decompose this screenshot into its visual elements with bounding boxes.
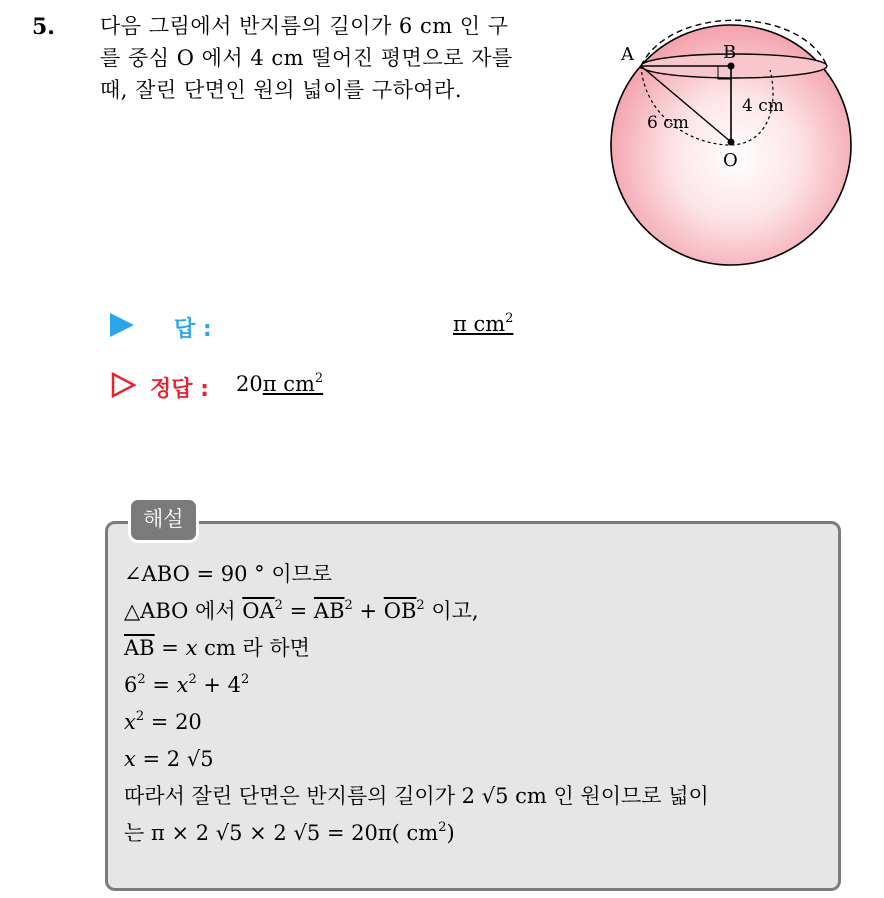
solution-line-3: $\overline{AB} = x$ cm 라 하면 <box>124 636 310 660</box>
point-B <box>728 63 735 70</box>
label-A: A <box>621 44 634 65</box>
solution-line-1: ∠ABO = 90 ° 이므로 <box>124 562 333 586</box>
question-line-2: 를 중심 O 에서 4 cm 떨어진 평면으로 자를 <box>100 46 513 70</box>
label-O: O <box>723 150 738 171</box>
label-radius: 6 cm <box>647 113 689 133</box>
outline-triangle-icon <box>110 372 136 398</box>
answer-label: 답 : <box>174 317 212 342</box>
correct-answer-label: 정답 : <box>150 377 209 402</box>
label-distance: 4 cm <box>742 96 784 116</box>
solution-line-6: x = 2 √5 <box>124 747 214 771</box>
sphere-figure <box>600 0 870 280</box>
question-line-1: 다음 그림에서 반지름의 길이가 6 cm 인 구 <box>100 14 509 38</box>
label-B: B <box>723 42 737 63</box>
solution-line-2: △ABO 에서 $\overline{OA}^2 = \overline{AB}^2 + \overline{OB}^2$ 이고, <box>124 598 479 623</box>
solution-tag: 해설 <box>128 497 199 543</box>
point-O <box>728 139 735 146</box>
question-text <box>100 10 590 106</box>
solution-line-5: $x^2 = 20$ <box>124 709 202 734</box>
answer-row <box>110 311 514 342</box>
solution-line-8: 는 π × 2 √5 × 2 √5 = 20π( $cm^2$) <box>124 820 455 845</box>
question-number: 5. <box>32 14 55 40</box>
solution-line-7: 따라서 잘린 단면은 반지름의 길이가 2 √5 cm 인 원이므로 넓이 <box>124 784 709 808</box>
correct-answer-row <box>110 371 324 402</box>
solution-body <box>124 556 709 852</box>
question-line-3: 때, 잘린 단면인 원의 넓이를 구하여라. <box>100 78 463 102</box>
answer-value: π $cm^2$ <box>453 311 514 336</box>
correct-answer-value: 20π $cm^2$ <box>236 371 324 396</box>
play-triangle-icon <box>110 313 134 337</box>
solution-line-4: $6^2 = x^2 + 4^2$ <box>124 672 250 697</box>
